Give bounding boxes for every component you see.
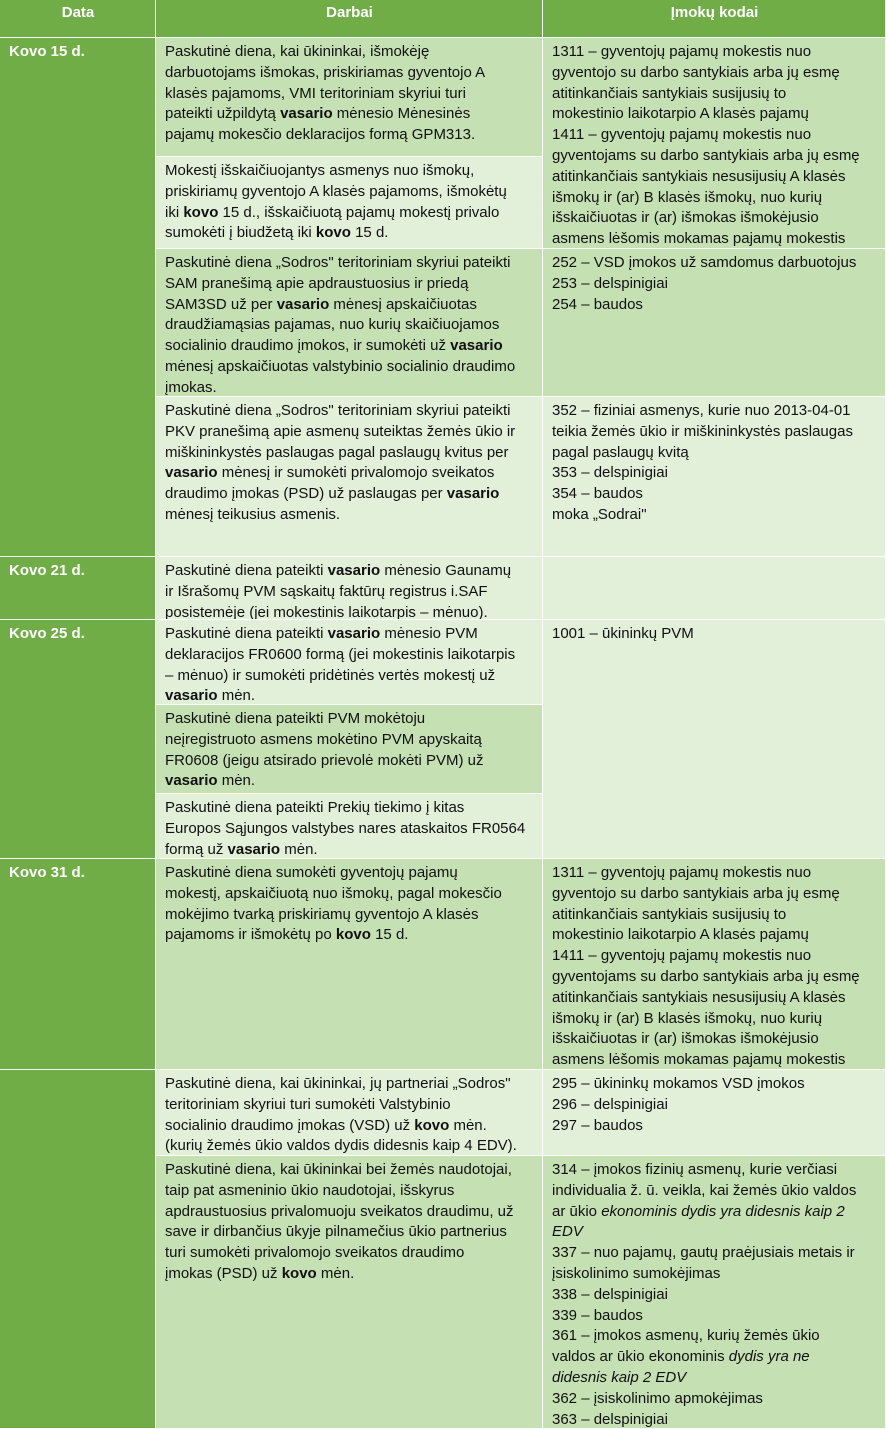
header-date: Data xyxy=(0,0,156,38)
work-cell: Paskutinė diena pateikti PVM mokėtoju neįregistruoto asmens mokėtino PVM apyskaitą FR0608 (jeigu atsirado prievolė mokėti PVM) už vasario mėn. xyxy=(156,705,543,794)
codes-cell: 314 – įmokos fizinių asmenų, kurie verčiasi individualia ž. ū. veikla, kai žemės ūkio valdos ar ūkio ekonominis dydis yra didesnis kaip 2 EDV 337 – nuo pajamų, gautų praėjusiais metais ir įsiskolinimo sumokėjimas 338 – delspinigiai 339 – baudos 361 – įmokos asmenų, kurių žemės ūkio valdos ar ūkio ekonominis dydis yra ne didesnis kaip 2 EDV 362 – įsiskolinimo apmokėjimas 363 – delspinigiai xyxy=(543,1156,886,1429)
date-cell: Kovo 15 d. xyxy=(0,38,156,557)
work-cell: Paskutinė diena sumokėti gyventojų pajamų mokestį, apskaičiuotą nuo išmokų, pagal mokesčio mokėjimo tvarką priskiriamų gyventojo A klasės pajamoms ir išmokėtų po kovo 15 d. xyxy=(156,859,543,1070)
date-cell xyxy=(0,1070,156,1429)
work-cell: Mokestį išskaičiuojantys asmenys nuo išmokų, priskiriamų gyventojo A klasės pajamoms, išmokėtų iki kovo 15 d., išskaičiuotą pajamų mokestį privalo sumokėti į biudžetą iki kovo 15 d. xyxy=(156,157,543,249)
codes-cell xyxy=(543,557,886,620)
codes-cell: 1311 – gyventojų pajamų mokestis nuo gyventojo su darbo santykiais arba jų esmę atitinkančiais santykiais susijusių to mokestinio laikotarpio A klasės pajamų 1411 – gyventojų pajamų mokestis nuo gyventojams su darbo santykiais arba jų esmę atitinkančiais santykiais nesusijusių A klasės išmokų ir (ar) B klasės išmokų, nuo kurių išskaičiuotas ir (ar) išmokas išmokėjusio asmens lėšomis mokamas pajamų mokestis xyxy=(543,859,886,1070)
header-codes: Įmokų kodai xyxy=(543,0,886,38)
work-cell: Paskutinė diena pateikti vasario mėnesio PVM deklaracijos FR0600 formą (jei mokestinis laikotarpis – mėnuo) ir sumokėti pridėtinės vertės mokestį už vasario mėn. xyxy=(156,620,543,705)
codes-cell: 295 – ūkininkų mokamos VSD įmokos 296 – delspinigiai 297 – baudos xyxy=(543,1070,886,1156)
codes-cell: 252 – VSD įmokos už samdomus darbuotojus 253 – delspinigiai 254 – baudos xyxy=(543,249,886,397)
work-cell: Paskutinė diena pateikti Prekių tiekimo į kitas Europos Sąjungos valstybes nares ataskaitos FR0564 formą už vasario mėn. xyxy=(156,794,543,859)
codes-cell: 1001 – ūkininkų PVM xyxy=(543,620,886,859)
codes-cell: 352 – fiziniai asmenys, kurie nuo 2013-04-01 teikia žemės ūkio ir miškininkystės paslaugas pagal paslaugų kvitą 353 – delspinigiai 354 – baudos moka „Sodrai" xyxy=(543,397,886,557)
date-cell: Kovo 25 d. xyxy=(0,620,156,859)
work-cell: Paskutinė diena „Sodros" teritoriniam skyriui pateikti SAM pranešimą apie apdraustuosius ir priedą SAM3SD už per vasario mėnesį apskaičiuotas draudžiamąsias pajamas, nuo kurių skaičiuojamos socialinio draudimo įmokos, ir sumokėti už vasario mėnesį apskaičiuotas valstybinio socialinio draudimo įmokas. xyxy=(156,249,543,397)
date-cell: Kovo 31 d. xyxy=(0,859,156,1070)
work-cell: Paskutinė diena, kai ūkininkai, jų partneriai „Sodros" teritoriniam skyriui turi sumokėti Valstybinio socialinio draudimo įmokas (VSD) už kovo mėn. (kurių žemės ūkio valdos dydis didesnis kaip 4 EDV). xyxy=(156,1070,543,1156)
work-cell: Paskutinė diena, kai ūkininkai bei žemės naudotojai, taip pat asmeninio ūkio naudotojai, išskyrus apdraustuosius privalomuoju sveikatos draudimu, už save ir dirbančius ūkyje pilnamečius ūkio partnerius turi sumokėti privalomojo sveikatos draudimo įmokas (PSD) už kovo mėn. xyxy=(156,1156,543,1429)
work-cell: Paskutinė diena „Sodros" teritoriniam skyriui pateikti PKV pranešimą apie asmenų suteiktas žemės ūkio ir miškininkystės paslaugas pagal paslaugų kvitus per vasario mėnesį ir sumokėti privalomojo sveikatos draudimo įmokas (PSD) už paslaugas per vasario mėnesį teikusius asmenis. xyxy=(156,397,543,557)
work-cell: Paskutinė diena, kai ūkininkai, išmokėję darbuotojams išmokas, priskiriamas gyventojo A klasės pajamoms, VMI teritoriniam skyriui turi pateikti užpildytą vasario mėnesio Mėnesinės pajamų mokesčio deklaracijos formą GPM313. xyxy=(156,38,543,157)
work-cell: Paskutinė diena pateikti vasario mėnesio Gaunamų ir Išrašomų PVM sąskaitų faktūrų registrus i.SAF posistemėje (jei mokestinis laikotarpis – mėnuo). xyxy=(156,557,543,620)
codes-cell: 1311 – gyventojų pajamų mokestis nuo gyventojo su darbo santykiais arba jų esmę atitinkančiais santykiais susijusių to mokestinio laikotarpio A klasės pajamų 1411 – gyventojų pajamų mokestis nuo gyventojams su darbo santykiais arba jų esmę atitinkančiais santykiais nesusijusių A klasės išmokų ir (ar) B klasės išmokų, nuo kurių išskaičiuotas ir (ar) išmokas išmokėjusio asmens lėšomis mokamas pajamų mokestis xyxy=(543,38,886,249)
header-works: Darbai xyxy=(156,0,543,38)
date-cell: Kovo 21 d. xyxy=(0,557,156,620)
